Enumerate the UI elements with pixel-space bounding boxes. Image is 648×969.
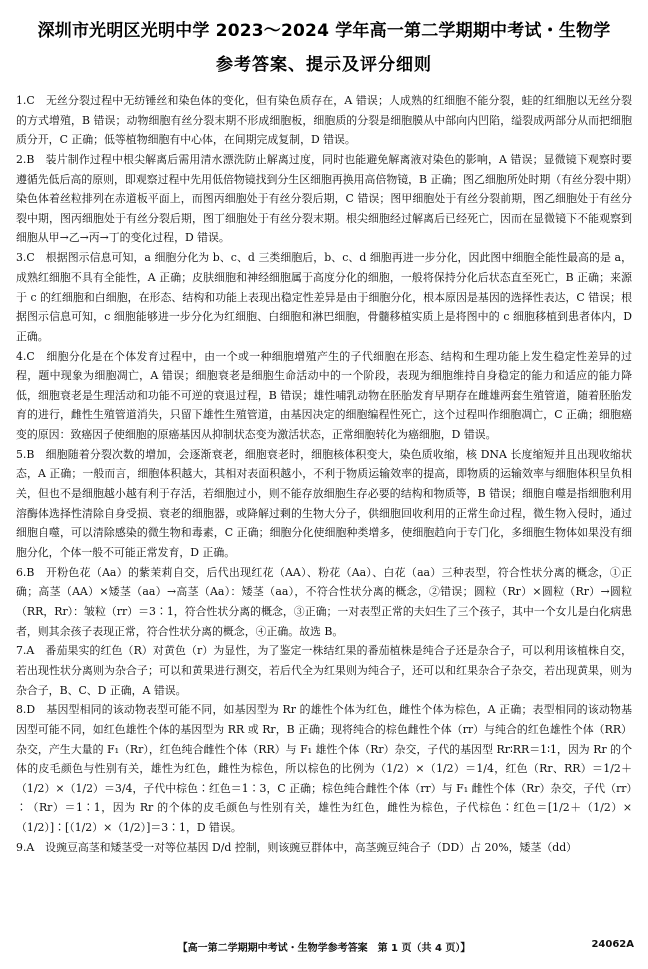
answer-number: 5.B	[16, 447, 35, 461]
answer-item-1	[16, 91, 632, 150]
answer-explanation: 基因型相同的该动物表型可能不同，如基因型为 Rr 的雄性个体为红色，雌性个体为棕色，A 正确；表型相同的该动物基因型可能不同，如红色雄性个体的基因型为 RR 或 Rr，B 正确；现将纯合的棕色雌性个体（rr）与纯合的红色雄性个体（RR）杂交，产生大量的 F₁（Rr），红色纯合雌性个体（RR）与 F₁ 雄性个体（Rr）杂交，子代的基因型 Rr∶RR＝1∶1，因为 Rr 的个体的皮毛颜色与性别有关，雄性为红色，雌性为棕色，所以棕色的比例为（1/2）×（1/2）＝1/4，红色（Rr、RR）＝1/2＋（1/2）×（1/2）＝3/4，子代中棕色∶红色＝1∶3，C 正确；棕色纯合雌性个体（rr）与 F₁ 雌性个体（Rr）杂交，子代（rr）∶（Rr）＝1∶1，因为 Rr 的个体的皮毛颜色与性别有关，雄性为红色，雌性为棕色，子代棕色∶红色＝[1/2＋（1/2）×（1/2）]∶[（1/2）×（1/2）]＝3∶1，D 错误。	[16, 703, 632, 835]
answer-explanation: 根据图示信息可知，a 细胞分化为 b、c、d 三类细胞后，b、c、d 细胞再进一步分化，因此图中细胞全能性最高的是 a，成熟红细胞不具有全能性，A 正确；皮肤细胞和神经细胞属于高度分化的细胞，一般将保持分化后状态直至死亡，B 正确；来源于 c 的红细胞和白细胞，在形态、结构和功能上表现出稳定性差异是由于细胞分化，根本原因是基因的选择性表达，C 错误；根据图示信息可知，c 细胞能够进一步分化为红细胞、白细胞和淋巴细胞，骨髓移植实质上是将图中的 c 细胞移植到患者体内，D 正确。	[16, 251, 632, 343]
footer-code: 24062A	[591, 939, 634, 950]
answer-item-5	[16, 445, 632, 563]
answer-explanation: 细胞分化是在个体发育过程中，由一个或一种细胞增殖产生的子代细胞在形态、结构和生理功能上发生稳定性差异的过程，题中现象为细胞凋亡，A 错误；细胞衰老是细胞生命活动中的一个阶段，表现为细胞维持自身稳定的能力和适应的能力降低，细胞衰老是生理活动和功能不可逆的衰退过程，B 错误；雄性哺乳动物在胚胎发育早期存在雌雄两套生殖管道，随着胚胎发育的进行，雌性生殖管道消失，只留下雄性生殖管道，由基因决定的细胞编程性死亡，这个过程叫作细胞凋亡，C 正确；细胞癌变的原因：致癌因子使细胞的原癌基因从抑制状态变为激活状态，正常细胞转化为癌细胞，D 错误。	[16, 349, 632, 441]
answer-number: 2.B	[16, 153, 35, 167]
answer-item-9	[16, 838, 632, 858]
answer-number: 1.C	[16, 94, 35, 107]
answer-explanation: 番茄果实的红色（R）对黄色（r）为显性，为了鉴定一株结红果的番茄植株是纯合子还是杂合子，可以利用该植株自交，若出现性状分离则为杂合子；可以和黄果进行测交，若后代全为红果则为纯合子，还可以和红果杂合子杂交，若出现黄果，则为杂合子，B、C、D 正确，A 错误。	[16, 644, 632, 697]
answer-item-8	[16, 700, 632, 837]
answer-item-2	[16, 150, 632, 248]
page-footer	[0, 939, 648, 957]
answer-explanation: 开粉色花（Aa）的紫茉莉自交，后代出现红花（AA）、粉花（Aa）、白花（aa）三种表型，符合性状分离的概念，①正确；高茎（AA）×矮茎（aa）→高茎（Aa）：矮茎（aa），不符合性状分离的概念，②错误；圆粒（Rr）×圆粒（Rr）→圆粒（RR，Rr）：皱粒（rr）＝3∶1，符合性状分离的概念，③正确；一对表型正常的夫妇生了三个孩子，其中一个女儿是白化病患者，则其余孩子表现正常，符合性状分离的概念，④正确。故选 B。	[16, 565, 632, 638]
answer-explanation: 细胞随着分裂次数的增加，会逐渐衰老，细胞衰老时，细胞核体积变大，染色质收缩，核 DNA 长度缩短并且出现收缩状态，A 正确；一般而言，细胞体积越大，其相对表面积越小，不利于物质运输效率的提高，即物质的运输效率与细胞体积呈负相关，但也不是细胞越小越有利于存活，若细胞过小，则不能存放细胞生存必要的结构和物质等，B 错误；细胞自噬是指细胞利用溶酶体选择性清除自身受损、衰老的细胞器，或降解过剩的生物大分子，供细胞回收利用的正常生命过程，微生物入侵时，通过细胞自噬，可以清除感染的微生物和毒素，C 正确；细胞分化使细胞种类增多，使细胞趋向于专门化，多细胞生物体如果没有细胞分化，个体一般不可能正常发育，D 正确。	[16, 447, 632, 559]
answer-list	[16, 91, 632, 858]
answer-item-7	[16, 641, 632, 700]
answer-explanation: 无丝分裂过程中无纺锤丝和染色体的变化，但有染色质存在，A 错误；人成熟的红细胞不能分裂，蛙的红细胞以无丝分裂的方式增殖，B 错误；动物细胞有丝分裂末期不形成细胞板，细胞质的分裂是细胞膜从中部向内凹陷，缢裂成两部分从而把细胞质分开，C 正确；低等植物细胞有中心体，在间期完成复制，D 错误。	[16, 94, 632, 147]
answer-number: 8.D	[16, 703, 36, 717]
footer-page-info: 【高一第二学期期中考试・生物学参考答案 第 1 页（共 4 页）】	[177, 943, 471, 954]
answer-number: 6.B	[16, 565, 35, 579]
answer-number: 9.A	[16, 840, 35, 854]
answer-item-3	[16, 248, 632, 346]
document-subtitle: 参考答案、提示及评分细则	[216, 55, 432, 75]
answer-number: 7.A	[16, 644, 35, 658]
answer-explanation: 设豌豆高茎和矮茎受一对等位基因 D/d 控制，则该豌豆群体中，高茎豌豆纯合子（DD）占 20%，矮茎（dd）	[45, 840, 578, 854]
answer-item-4	[16, 347, 632, 445]
document-title: 深圳市光明区光明中学 2023～2024 学年高一第二学期期中考试・生物学	[37, 21, 611, 41]
answer-explanation: 装片制作过程中根尖解离后需用清水漂洗防止解离过度，同时也能避免解离液对染色的影响，A 错误；显微镜下观察时要遵循先低后高的原则，即观察过程中先用低倍物镜找到分生区细胞再换用高倍物镜，B 正确；图乙细胞所处时期（有丝分裂中期）染色体着丝粒排列在赤道板平面上，而图丙细胞处于有丝分裂后期，C 错误；图甲细胞处于有丝分裂前期，图乙细胞处于有丝分裂中期，图丙细胞处于有丝分裂后期，图丁细胞处于有丝分裂末期。根尖细胞经过解离后已经死亡，因而在显微镜下不能观察到细胞从甲→乙→丙→丁的变化过程，D 错误。	[16, 153, 632, 245]
answer-number: 3.C	[16, 251, 35, 265]
answer-item-6	[16, 563, 632, 641]
answer-number: 4.C	[16, 349, 35, 363]
